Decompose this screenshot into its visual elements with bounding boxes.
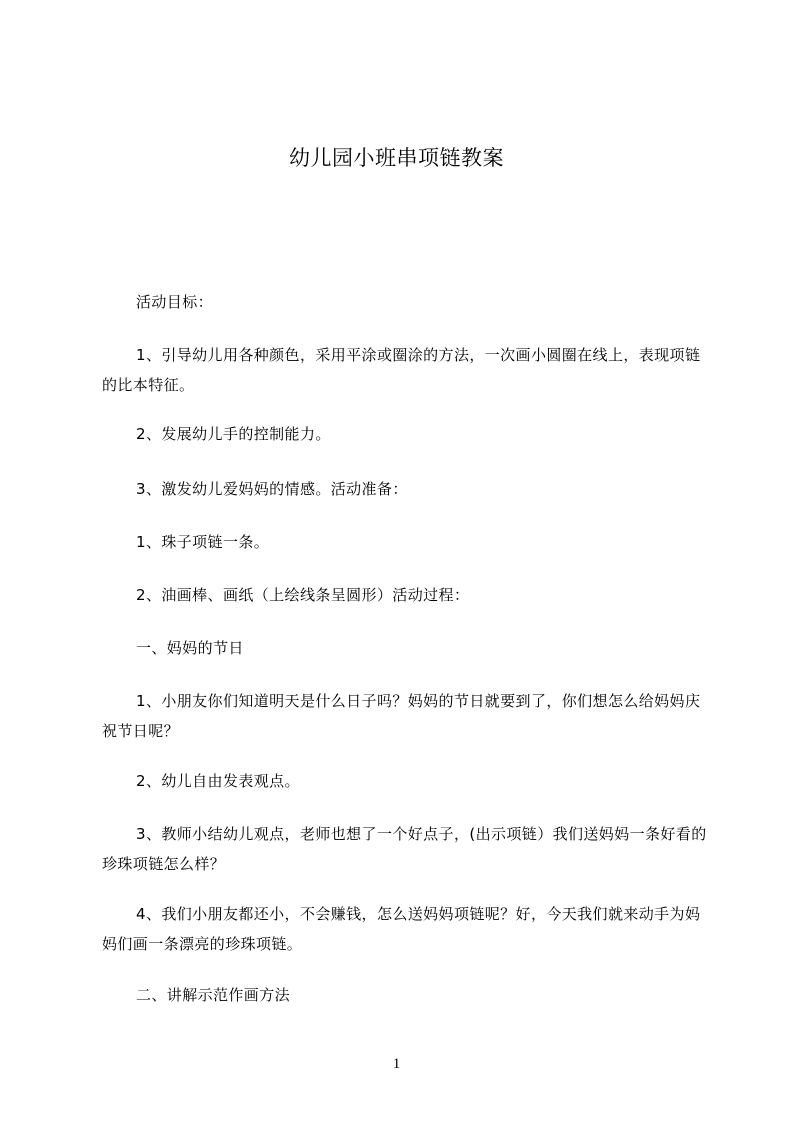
paragraph-preparation-2: 2、油画棒、画纸（上绘线条呈圆形）活动过程： xyxy=(136,586,470,604)
paragraph-process-1: 1、小朋友你们知道明天是什么日子吗？妈妈的节日就要到了，你们想怎么给妈妈庆祝节日呢？ xyxy=(102,692,701,740)
section-heading-mothers-day: 一、妈妈的节日 xyxy=(136,639,244,657)
paragraph-objective-1: 1、引导幼儿用各种颜色，采用平涂或圈涂的方法，一次画小圆圈在线上，表现项链的比本特征。 xyxy=(102,346,701,394)
document-title: 幼儿园小班串项链教案 xyxy=(289,146,504,170)
paragraph-objective-2: 2、发展幼儿手的控制能力。 xyxy=(136,425,331,443)
paragraph-process-4: 4、我们小朋友都还小，不会赚钱，怎么送妈妈项链呢？好，今天我们就来动手为妈妈们画一条漂亮的珍珠项链。 xyxy=(102,905,701,953)
paragraph-process-2: 2、幼儿自由发表观点。 xyxy=(136,772,300,790)
section-heading-objectives: 活动目标： xyxy=(136,293,214,311)
paragraph-objective-3: 3、激发幼儿爱妈妈的情感。活动准备： xyxy=(136,480,408,498)
paragraph-preparation-1: 1、珠子项链一条。 xyxy=(136,533,270,551)
paragraph-process-3: 3、教师小结幼儿观点，老师也想了一个好点子，(出示项链）我们送妈妈一条好看的珍珠项链怎么样？ xyxy=(102,825,707,873)
page-number: 1 xyxy=(392,1056,401,1072)
section-heading-demonstration: 二、讲解示范作画方法 xyxy=(136,986,291,1004)
